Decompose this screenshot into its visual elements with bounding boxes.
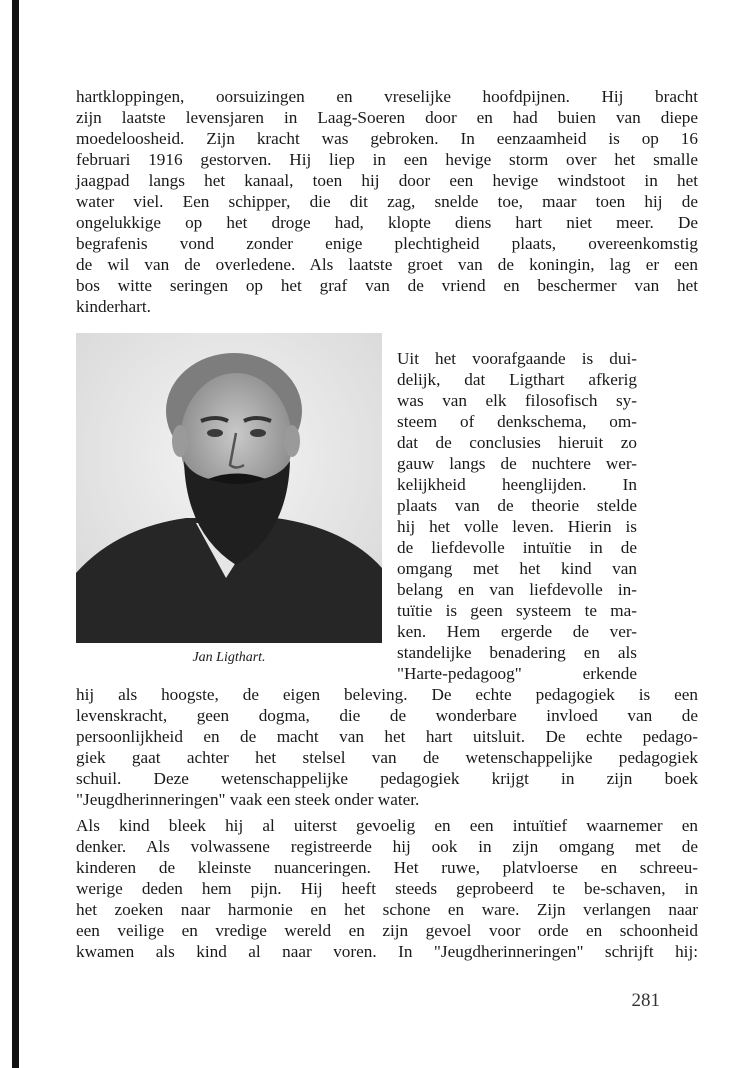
page-number: 281 bbox=[631, 990, 660, 1011]
text-line: omgang met het kind van bbox=[397, 559, 637, 578]
text-line: bos witte seringen op het graf van de vriend en beschermer van het bbox=[76, 276, 698, 295]
text-line: kinderen de kleinste nuanceringen. Het ruwe, platvloerse en schreeu- bbox=[76, 858, 698, 877]
text-line: kinderhart. bbox=[76, 297, 151, 316]
text-line: was van elk filosofisch sy- bbox=[397, 391, 637, 410]
text-line: delijk, dat Ligthart afkerig bbox=[397, 370, 637, 389]
text-line: Uit het voorafgaande is dui- bbox=[397, 349, 637, 368]
text-line: het zoeken naar harmonie en het schone en ware. Zijn verlangen naar bbox=[76, 900, 698, 919]
text-line: kwamen als kind al naar voren. In "Jeugdherinneringen" schrijft hij: bbox=[76, 942, 698, 961]
text-line: jaagpad langs het kanaal, toen hij door een hevige windstoot in het bbox=[76, 171, 698, 190]
photo-caption: Jan Ligthart. bbox=[192, 650, 266, 665]
text-line: moedeloosheid. Zijn kracht was gebroken. In eenzaamheid is op 16 bbox=[76, 129, 698, 148]
text-line: februari 1916 gestorven. Hij liep in een hevige storm over het smalle bbox=[76, 150, 698, 169]
text-line: hij als hoogste, de eigen beleving. De echte pedagogiek is een bbox=[76, 685, 698, 704]
text-line: hartkloppingen, oorsuizingen en vreselijke hoofdpijnen. Hij bracht bbox=[76, 87, 698, 106]
text-line: belang en van liefdevolle in- bbox=[397, 580, 637, 599]
text-line: de wil van de overledene. Als laatste groet van de koningin, lag er een bbox=[76, 255, 698, 274]
text-line: zijn laatste levensjaren in Laag-Soeren door en had buien van diepe bbox=[76, 108, 698, 127]
text-line: persoonlijkheid en de macht van het hart uitsluit. De echte pedago- bbox=[76, 727, 698, 746]
text-line: kelijkheid heenglijden. In bbox=[397, 475, 637, 494]
portrait-illustration bbox=[76, 333, 382, 643]
text-line: water viel. Een schipper, die dit zag, snelde toe, maar toen hij de bbox=[76, 192, 698, 211]
text-line: levenskracht, geen dogma, die de wonderbare invloed van de bbox=[76, 706, 698, 725]
text-line: ongelukkige op het droge had, klopte diens hart niet meer. De bbox=[76, 213, 698, 232]
text-line: standelijke benadering en als bbox=[397, 643, 637, 662]
portrait-photo bbox=[76, 333, 382, 643]
text-line: gauw langs de nuchtere wer- bbox=[397, 454, 637, 473]
text-line: hij het volle leven. Hierin is bbox=[397, 517, 637, 536]
text-line: denker. Als volwassene registreerde hij ook in zijn omgang met de bbox=[76, 837, 698, 856]
text-line: giek gaat achter het stelsel van de wetenschappelijke pedagogiek bbox=[76, 748, 698, 767]
text-line: plaats van de theorie stelde bbox=[397, 496, 637, 515]
page-binding-edge bbox=[0, 0, 20, 1068]
text-line: Als kind bleek hij al uiterst gevoelig en een intuïtief waarnemer en bbox=[76, 816, 698, 835]
text-line: "Jeugdherinneringen" vaak een steek onder water. bbox=[76, 790, 420, 809]
text-line: werige deden hem pijn. Hij heeft steeds geprobeerd te be-schaven, in bbox=[76, 879, 698, 898]
text-line: een veilige en vredige wereld en zijn gevoel voor orde en schoonheid bbox=[76, 921, 698, 940]
text-line: dat de conclusies hieruit zo bbox=[397, 433, 637, 452]
text-line: tuïtie is geen systeem te ma- bbox=[397, 601, 637, 620]
text-line: ken. Hem ergerde de ver- bbox=[397, 622, 637, 641]
text-line: begrafenis vond zonder enige plechtigheid plaats, overeenkomstig bbox=[76, 234, 698, 253]
text-line: steem of denkschema, om- bbox=[397, 412, 637, 431]
text-line: de liefdevolle intuïtie in de bbox=[397, 538, 637, 557]
text-line: "Harte-pedagoog" erkende bbox=[397, 664, 637, 683]
text-line: schuil. Deze wetenschappelijke pedagogiek krijgt in zijn boek bbox=[76, 769, 698, 788]
